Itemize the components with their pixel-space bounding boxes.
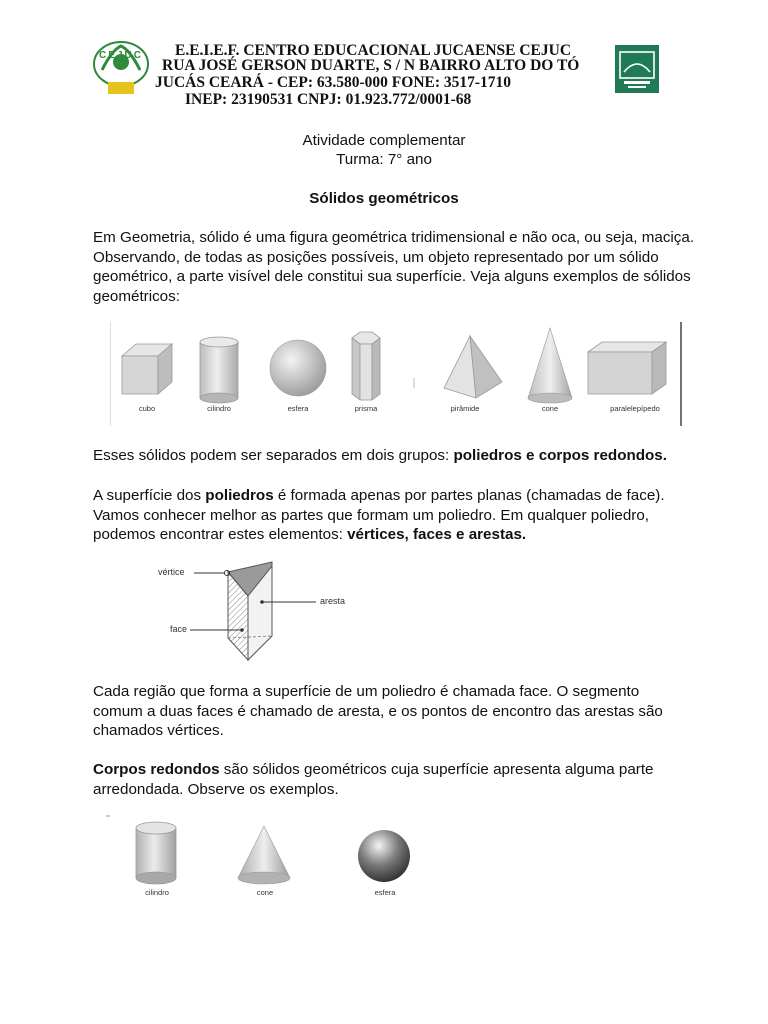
- caption-cubo: cubo: [138, 404, 156, 413]
- cube-shape: [122, 344, 172, 394]
- round-cylinder-shape: [136, 822, 176, 884]
- polyhedra-bold-1: poliedros: [205, 487, 274, 504]
- caption-piramide: pirâmide: [450, 404, 480, 413]
- logo-right-crest: [614, 44, 660, 94]
- caption-paralelepipedo: paralelepípedo: [610, 404, 660, 413]
- round-caption-cilindro: cilindro: [145, 888, 169, 897]
- sphere-shape: [270, 340, 326, 396]
- faces-paragraph: Cada região que forma a superfície de um poliedro é chamada face. O segmento comum a duas faces é chamado de aresta, e os pontos de encontro das arestas são chamados vértices.: [93, 683, 663, 740]
- polyhedra-bold-2: vértices, faces e arestas.: [347, 526, 527, 544]
- polyhedra-paragraph: [93, 486, 693, 545]
- caption-cone: cone: [541, 404, 559, 413]
- intro-paragraph: Em Geometria, sólido é uma figura geométrica tridimensional e não oca, ou seja, maciça. Observando, de todas as posições possíveis, um objeto representado por um sólido geométrico, a parte visível dele constitui sua superfície. Veja alguns exemplos de sólidos geométricos:: [93, 229, 695, 305]
- cone-shape: [528, 328, 572, 403]
- header-line-1: E.E.I.E.F. CENTRO EDUCACIONAL JUCAENSE CEJUC: [175, 42, 572, 59]
- round-bodies-paragraph: [93, 760, 693, 799]
- caption-prisma: prisma: [354, 404, 378, 413]
- prism-shape: [352, 332, 380, 400]
- round-cone-shape: [238, 826, 290, 884]
- section-heading: Sólidos geométricos: [309, 190, 459, 207]
- round-bodies-bold: Corpos redondos: [93, 761, 220, 778]
- groups-paragraph: [93, 446, 713, 466]
- label-vertice: vértice: [158, 567, 185, 577]
- logo-left-letters: CEJUC: [99, 50, 143, 61]
- label-face: face: [170, 624, 188, 634]
- polyhedra-text-b: é formada apenas por partes planas (chamadas de face). Vamos conhecer melhor as partes que formam um poliedro. Em qualquer poliedro, podemos encontrar estes elementos:: [93, 487, 665, 544]
- round-caption-cone: cone: [256, 888, 274, 897]
- cylinder-shape: [200, 337, 238, 403]
- caption-esfera: esfera: [287, 404, 309, 413]
- header-line-3: JUCÁS CEARÁ - CEP: 63.580-000 FONE: 3517-1710: [155, 74, 512, 91]
- header-line-2: RUA JOSÉ GERSON DUARTE, S / N BAIRRO ALTO DO TÓ: [162, 57, 580, 74]
- class-label: Turma: 7° ano: [336, 151, 432, 168]
- solids-figure: [110, 322, 682, 426]
- pyramid-shape: [444, 336, 502, 398]
- round-sphere-shape: [358, 830, 410, 882]
- activity-title: Atividade complementar: [302, 132, 466, 149]
- groups-text: Esses sólidos podem ser separados em dois grupos:: [93, 447, 454, 464]
- round-caption-esfera: esfera: [374, 888, 396, 897]
- polyhedron-diagram: [150, 558, 390, 662]
- parallelepiped-shape: [588, 342, 666, 394]
- round-bodies-text: são sólidos geométricos cuja superfície apresenta alguma parte arredondada. Observe os exemplos.: [93, 761, 654, 798]
- header-line-4: INEP: 23190531 CNPJ: 01.923.772/0001-68: [185, 91, 472, 108]
- caption-cilindro: cilindro: [207, 404, 231, 413]
- round-bodies-figure: [104, 812, 424, 904]
- label-aresta: aresta: [320, 596, 346, 606]
- logo-left: [92, 40, 150, 96]
- polyhedra-text-a: A superfície dos: [93, 487, 206, 504]
- groups-bold: poliedros e corpos redondos.: [453, 447, 667, 464]
